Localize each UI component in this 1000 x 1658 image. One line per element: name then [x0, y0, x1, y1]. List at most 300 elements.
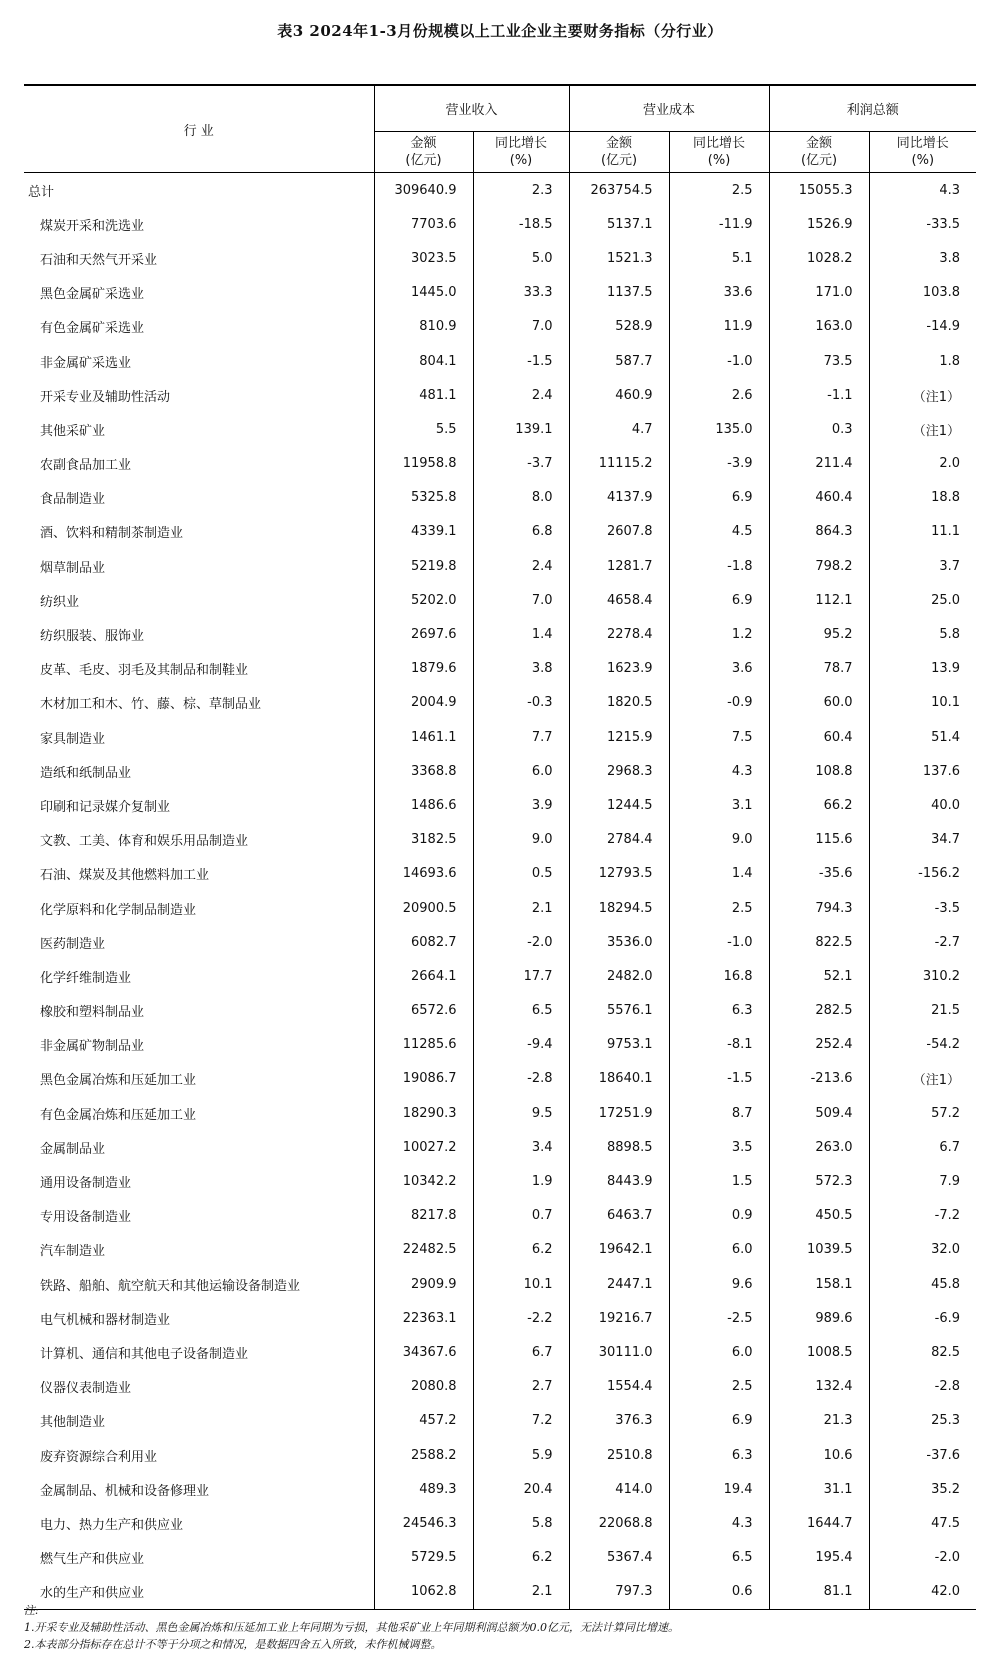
- value-cell: 20.4: [473, 1472, 569, 1506]
- value-cell: -1.0: [669, 925, 769, 959]
- value-cell: 0.7: [473, 1199, 569, 1233]
- value-cell: 9.0: [669, 823, 769, 857]
- value-cell: 21.3: [769, 1404, 869, 1438]
- value-cell: 10342.2: [374, 1164, 473, 1198]
- profit-amount-header: 金额 (亿元): [769, 132, 869, 173]
- value-cell: 2278.4: [569, 617, 669, 651]
- value-cell: 2664.1: [374, 959, 473, 993]
- value-cell: 1028.2: [769, 241, 869, 275]
- value-cell: -0.9: [669, 686, 769, 720]
- table-row: [24, 994, 976, 1028]
- value-cell: 19.4: [669, 1472, 769, 1506]
- value-cell: 797.3: [569, 1575, 669, 1610]
- value-cell: 1.2: [669, 617, 769, 651]
- table-row: [24, 1472, 976, 1506]
- value-cell: 32.0: [931, 1242, 961, 1258]
- value-cell: 13.9: [931, 661, 961, 677]
- table-row: [24, 1541, 976, 1575]
- industry-cell: 仪器仪表制造业: [24, 1370, 374, 1404]
- value-cell: 1554.4: [569, 1370, 669, 1404]
- value-cell: 481.1: [374, 378, 473, 412]
- value-cell: 78.7: [769, 652, 869, 686]
- table-row: [24, 241, 976, 275]
- industry-cell: 印刷和记录媒介复制业: [24, 788, 374, 822]
- value-cell: -1.5: [473, 344, 569, 378]
- value-cell: 14693.6: [374, 857, 473, 891]
- value-cell: 3536.0: [569, 925, 669, 959]
- value-cell: 4.3: [669, 1506, 769, 1540]
- value-cell: 989.6: [769, 1301, 869, 1335]
- value-cell: -2.8: [473, 1062, 569, 1096]
- value-cell: -54.2: [926, 1037, 961, 1053]
- industry-cell: 酒、饮料和精制茶制造业: [24, 515, 374, 549]
- value-cell: 1.5: [669, 1164, 769, 1198]
- value-cell: 376.3: [569, 1404, 669, 1438]
- value-cell: 40.0: [931, 797, 961, 813]
- value-cell: 51.4: [931, 729, 961, 745]
- value-cell: -2.0: [473, 925, 569, 959]
- industry-cell: 燃气生产和供应业: [24, 1541, 374, 1575]
- value-cell: 10.1: [931, 695, 961, 711]
- value-cell: 1.8: [939, 353, 961, 369]
- value-cell: 310.2: [922, 968, 961, 984]
- value-cell: 137.6: [922, 763, 961, 779]
- value-cell: 2.5: [669, 173, 769, 208]
- value-cell: 2004.9: [374, 686, 473, 720]
- value-cell: 22363.1: [374, 1301, 473, 1335]
- table-row: [24, 1267, 976, 1301]
- industry-cell: 家具制造业: [24, 720, 374, 754]
- value-cell: 2.5: [669, 891, 769, 925]
- table-row: [24, 823, 976, 857]
- value-cell: -3.9: [669, 447, 769, 481]
- value-cell: 1820.5: [569, 686, 669, 720]
- value-cell: 4137.9: [569, 481, 669, 515]
- value-cell: -35.6: [769, 857, 869, 891]
- value-cell: 1137.5: [569, 276, 669, 310]
- industry-cell: 化学原料和化学制品制造业: [24, 891, 374, 925]
- value-cell: 2.6: [669, 378, 769, 412]
- value-cell: 30111.0: [569, 1335, 669, 1369]
- value-cell: 6.9: [669, 481, 769, 515]
- value-cell: 457.2: [374, 1404, 473, 1438]
- cost-growth-header: 同比增长 (%): [669, 132, 769, 173]
- value-cell: 2607.8: [569, 515, 669, 549]
- value-cell: 804.1: [374, 344, 473, 378]
- value-cell: 31.1: [769, 1472, 869, 1506]
- table-row: [24, 481, 976, 515]
- table-row: [24, 447, 976, 481]
- value-cell: 8.0: [473, 481, 569, 515]
- table-row: [24, 583, 976, 617]
- industry-cell: 电力、热力生产和供应业: [24, 1506, 374, 1540]
- value-cell: 1215.9: [569, 720, 669, 754]
- value-cell: 2447.1: [569, 1267, 669, 1301]
- value-cell: 19642.1: [569, 1233, 669, 1267]
- value-cell: 16.8: [669, 959, 769, 993]
- industry-cell: 农副食品加工业: [24, 447, 374, 481]
- table-row: [24, 1370, 976, 1404]
- table-row: [24, 412, 976, 446]
- table-row: [24, 857, 976, 891]
- footnote-1: 1.开采专业及辅助性活动、黑色金属冶炼和压延加工业上年同期为亏损，其他采矿业上年同期利润总额为0.0亿元，无法计算同比增速。: [24, 1621, 679, 1634]
- table-row: [24, 344, 976, 378]
- value-cell: 0.6: [669, 1575, 769, 1610]
- value-cell: 18294.5: [569, 891, 669, 925]
- value-cell: 20900.5: [374, 891, 473, 925]
- value-cell: 6.8: [473, 515, 569, 549]
- table-row: [24, 1438, 976, 1472]
- value-cell: 1062.8: [374, 1575, 473, 1610]
- value-cell: 810.9: [374, 310, 473, 344]
- value-cell: -14.9: [926, 319, 961, 335]
- value-cell: -1.5: [669, 1062, 769, 1096]
- industry-cell: 开采专业及辅助性活动: [24, 378, 374, 412]
- value-cell: 2.0: [939, 456, 961, 472]
- value-cell: 18.8: [931, 490, 961, 506]
- value-cell: 11285.6: [374, 1028, 473, 1062]
- value-cell: 6.0: [669, 1335, 769, 1369]
- industry-cell: 有色金属冶炼和压延加工业: [24, 1096, 374, 1130]
- industry-cell: 有色金属矿采选业: [24, 310, 374, 344]
- value-cell: 572.3: [769, 1164, 869, 1198]
- value-cell: 34.7: [931, 832, 961, 848]
- value-cell: 5137.1: [569, 207, 669, 241]
- table-row: [24, 378, 976, 412]
- table-title: 表3 2024年1-3月份规模以上工业企业主要财务指标（分行业）: [277, 22, 723, 40]
- table-row: [24, 515, 976, 549]
- table-row: [24, 1404, 976, 1438]
- value-cell: 18290.3: [374, 1096, 473, 1130]
- value-cell: 35.2: [931, 1481, 961, 1497]
- value-cell: -6.9: [934, 1310, 961, 1326]
- table-row: [24, 1301, 976, 1335]
- value-cell: 5.8: [939, 627, 961, 643]
- table-row: [24, 1096, 976, 1130]
- value-cell: 60.0: [769, 686, 869, 720]
- table-row: [24, 310, 976, 344]
- value-cell: 11.1: [931, 524, 961, 540]
- value-cell: -2.2: [473, 1301, 569, 1335]
- value-cell: 3.1: [669, 788, 769, 822]
- value-cell: -33.5: [926, 216, 961, 232]
- value-cell: 60.4: [769, 720, 869, 754]
- value-cell: 7.0: [473, 583, 569, 617]
- value-cell: 0.5: [473, 857, 569, 891]
- industry-cell: 专用设备制造业: [24, 1199, 374, 1233]
- value-cell: 24546.3: [374, 1506, 473, 1540]
- industry-cell: 文教、工美、体育和娱乐用品制造业: [24, 823, 374, 857]
- value-cell: 8443.9: [569, 1164, 669, 1198]
- value-cell: 9753.1: [569, 1028, 669, 1062]
- industry-cell: 木材加工和木、竹、藤、棕、草制品业: [24, 686, 374, 720]
- value-cell: 9.0: [473, 823, 569, 857]
- value-cell: 15055.3: [769, 173, 869, 208]
- table-row: [24, 1164, 976, 1198]
- industry-cell: 汽车制造业: [24, 1233, 374, 1267]
- value-cell: 6.5: [473, 994, 569, 1028]
- value-cell: -0.3: [473, 686, 569, 720]
- value-cell: 1445.0: [374, 276, 473, 310]
- table-row: [24, 1506, 976, 1540]
- value-cell: 0.9: [669, 1199, 769, 1233]
- value-cell: 211.4: [769, 447, 869, 481]
- value-cell: 2482.0: [569, 959, 669, 993]
- value-cell: 6463.7: [569, 1199, 669, 1233]
- value-cell: 82.5: [931, 1344, 961, 1360]
- value-cell: 252.4: [769, 1028, 869, 1062]
- table-row: [24, 891, 976, 925]
- value-cell: 42.0: [869, 1575, 976, 1610]
- value-cell: 3368.8: [374, 754, 473, 788]
- value-cell: 450.5: [769, 1199, 869, 1233]
- industry-cell: 废弃资源综合利用业: [24, 1438, 374, 1472]
- value-cell: 8.7: [669, 1096, 769, 1130]
- value-cell: -1.1: [769, 378, 869, 412]
- value-cell: 12793.5: [569, 857, 669, 891]
- value-cell: 5367.4: [569, 1541, 669, 1575]
- value-cell: 5.1: [669, 241, 769, 275]
- value-cell: -3.7: [473, 447, 569, 481]
- industry-cell: 食品制造业: [24, 481, 374, 515]
- value-cell: 1623.9: [569, 652, 669, 686]
- value-cell: 6.9: [669, 583, 769, 617]
- value-cell: 6.2: [473, 1541, 569, 1575]
- value-cell: -3.5: [934, 900, 961, 916]
- value-cell: 163.0: [769, 310, 869, 344]
- table-row: [24, 788, 976, 822]
- value-cell: 7.2: [473, 1404, 569, 1438]
- value-cell: 158.1: [769, 1267, 869, 1301]
- industry-cell: 石油、煤炭及其他燃料加工业: [24, 857, 374, 891]
- industry-header: 行 业: [24, 85, 374, 173]
- industry-cell: 橡胶和塑料制品业: [24, 994, 374, 1028]
- value-cell: 2080.8: [374, 1370, 473, 1404]
- value-cell: 11115.2: [569, 447, 669, 481]
- value-cell: 2.7: [473, 1370, 569, 1404]
- value-cell: 103.8: [922, 285, 961, 301]
- table-row: [24, 754, 976, 788]
- value-cell: 2.5: [669, 1370, 769, 1404]
- value-cell: 7.5: [669, 720, 769, 754]
- value-cell: 309640.9: [374, 173, 473, 208]
- table-row: [24, 1062, 976, 1096]
- table-row: [24, 686, 976, 720]
- industry-cell: 铁路、船舶、航空航天和其他运输设备制造业: [24, 1267, 374, 1301]
- value-cell: 2909.9: [374, 1267, 473, 1301]
- value-cell: （注1）: [912, 1073, 961, 1089]
- value-cell: 2968.3: [569, 754, 669, 788]
- value-cell: 2.1: [473, 891, 569, 925]
- value-cell: 6.5: [669, 1541, 769, 1575]
- footnote-label: 注:: [24, 1604, 39, 1617]
- value-cell: -213.6: [769, 1062, 869, 1096]
- cost-amount-header: 金额 (亿元): [569, 132, 669, 173]
- value-cell: 3182.5: [374, 823, 473, 857]
- industry-cell: 黑色金属冶炼和压延加工业: [24, 1062, 374, 1096]
- value-cell: 4658.4: [569, 583, 669, 617]
- value-cell: 139.1: [473, 412, 569, 446]
- value-cell: 10027.2: [374, 1130, 473, 1164]
- value-cell: 5.0: [473, 241, 569, 275]
- value-cell: 822.5: [769, 925, 869, 959]
- value-cell: 25.0: [931, 592, 961, 608]
- industry-cell: 非金属矿物制品业: [24, 1028, 374, 1062]
- value-cell: 52.1: [769, 959, 869, 993]
- value-cell: 73.5: [769, 344, 869, 378]
- value-cell: 66.2: [769, 788, 869, 822]
- industry-cell: 总计: [24, 173, 374, 208]
- industry-cell: 烟草制品业: [24, 549, 374, 583]
- table-row: [24, 959, 976, 993]
- value-cell: 8898.5: [569, 1130, 669, 1164]
- value-cell: 11958.8: [374, 447, 473, 481]
- industry-cell: 非金属矿采选业: [24, 344, 374, 378]
- industry-cell: 金属制品、机械和设备修理业: [24, 1472, 374, 1506]
- value-cell: 1244.5: [569, 788, 669, 822]
- value-cell: 6.7: [473, 1335, 569, 1369]
- value-cell: 81.1: [769, 1575, 869, 1610]
- value-cell: -2.8: [934, 1379, 961, 1395]
- value-cell: 132.4: [769, 1370, 869, 1404]
- table-row: [24, 652, 976, 686]
- value-cell: 2784.4: [569, 823, 669, 857]
- financial-indicators-table: [24, 84, 976, 1610]
- table-row: [24, 720, 976, 754]
- value-cell: 864.3: [769, 515, 869, 549]
- revenue-header: 营业收入: [374, 85, 569, 132]
- value-cell: 11.9: [669, 310, 769, 344]
- value-cell: -7.2: [934, 1208, 961, 1224]
- value-cell: 460.9: [569, 378, 669, 412]
- value-cell: 6.3: [669, 994, 769, 1028]
- value-cell: 4.3: [669, 754, 769, 788]
- industry-cell: 其他采矿业: [24, 412, 374, 446]
- value-cell: （注1）: [912, 423, 961, 439]
- value-cell: 10.1: [473, 1267, 569, 1301]
- revenue-growth-header: 同比增长 (%): [473, 132, 569, 173]
- value-cell: 528.9: [569, 310, 669, 344]
- value-cell: 3.8: [939, 250, 961, 266]
- table-row: [24, 173, 976, 208]
- value-cell: -2.5: [669, 1301, 769, 1335]
- value-cell: 8217.8: [374, 1199, 473, 1233]
- cost-header: 营业成本: [569, 85, 769, 132]
- table-row: [24, 207, 976, 241]
- value-cell: 5202.0: [374, 583, 473, 617]
- footnote-2: 2.本表部分指标存在总计不等于分项之和情况，是数据四舍五入所致，未作机械调整。: [24, 1638, 442, 1651]
- value-cell: （注1）: [912, 389, 961, 405]
- value-cell: 4.3: [939, 182, 961, 198]
- value-cell: 45.8: [931, 1276, 961, 1292]
- value-cell: 115.6: [769, 823, 869, 857]
- table-row: [24, 549, 976, 583]
- value-cell: 3.5: [669, 1130, 769, 1164]
- table-row: [24, 1130, 976, 1164]
- value-cell: 460.4: [769, 481, 869, 515]
- value-cell: 1521.3: [569, 241, 669, 275]
- value-cell: 1.4: [669, 857, 769, 891]
- value-cell: 10.6: [769, 1438, 869, 1472]
- value-cell: 19086.7: [374, 1062, 473, 1096]
- value-cell: -8.1: [669, 1028, 769, 1062]
- value-cell: -11.9: [669, 207, 769, 241]
- value-cell: 4.7: [569, 412, 669, 446]
- value-cell: 6.0: [473, 754, 569, 788]
- table-row: [24, 1233, 976, 1267]
- value-cell: -2.0: [934, 1550, 961, 1566]
- value-cell: 33.3: [473, 276, 569, 310]
- table-row: [24, 617, 976, 651]
- value-cell: 6.7: [939, 1139, 961, 1155]
- value-cell: 6082.7: [374, 925, 473, 959]
- industry-cell: 通用设备制造业: [24, 1164, 374, 1198]
- value-cell: 2.4: [473, 549, 569, 583]
- value-cell: 5576.1: [569, 994, 669, 1028]
- value-cell: 587.7: [569, 344, 669, 378]
- industry-cell: 医药制造业: [24, 925, 374, 959]
- value-cell: -9.4: [473, 1028, 569, 1062]
- value-cell: 489.3: [374, 1472, 473, 1506]
- value-cell: 1.4: [473, 617, 569, 651]
- value-cell: 1.9: [473, 1164, 569, 1198]
- value-cell: 18640.1: [569, 1062, 669, 1096]
- value-cell: 108.8: [769, 754, 869, 788]
- value-cell: 5.9: [473, 1438, 569, 1472]
- value-cell: 6.2: [473, 1233, 569, 1267]
- value-cell: -2.7: [934, 934, 961, 950]
- value-cell: -156.2: [918, 866, 961, 882]
- industry-cell: 纺织服装、服饰业: [24, 617, 374, 651]
- value-cell: -18.5: [473, 207, 569, 241]
- value-cell: 2.3: [473, 173, 569, 208]
- value-cell: 2.4: [473, 378, 569, 412]
- value-cell: 22068.8: [569, 1506, 669, 1540]
- revenue-amount-header: 金额 (亿元): [374, 132, 473, 173]
- value-cell: 3.9: [473, 788, 569, 822]
- value-cell: 4.5: [669, 515, 769, 549]
- value-cell: 6.3: [669, 1438, 769, 1472]
- value-cell: 1879.6: [374, 652, 473, 686]
- value-cell: 263754.5: [569, 173, 669, 208]
- value-cell: 112.1: [769, 583, 869, 617]
- value-cell: 6572.6: [374, 994, 473, 1028]
- value-cell: 5729.5: [374, 1541, 473, 1575]
- table-row: [24, 925, 976, 959]
- value-cell: 34367.6: [374, 1335, 473, 1369]
- value-cell: 1486.6: [374, 788, 473, 822]
- value-cell: 19216.7: [569, 1301, 669, 1335]
- value-cell: 794.3: [769, 891, 869, 925]
- industry-cell: 纺织业: [24, 583, 374, 617]
- table-row: [24, 1335, 976, 1369]
- value-cell: 6.9: [669, 1404, 769, 1438]
- value-cell: 3.7: [939, 558, 961, 574]
- value-cell: 1526.9: [769, 207, 869, 241]
- value-cell: 33.6: [669, 276, 769, 310]
- value-cell: 9.5: [473, 1096, 569, 1130]
- value-cell: 414.0: [569, 1472, 669, 1506]
- value-cell: 7.7: [473, 720, 569, 754]
- value-cell: 3.4: [473, 1130, 569, 1164]
- value-cell: 47.5: [931, 1515, 961, 1531]
- table-row: [24, 276, 976, 310]
- value-cell: 1644.7: [769, 1506, 869, 1540]
- profit-growth-header: 同比增长 (%): [869, 132, 976, 173]
- value-cell: 2.1: [473, 1575, 569, 1610]
- industry-cell: 石油和天然气开采业: [24, 241, 374, 275]
- value-cell: 798.2: [769, 549, 869, 583]
